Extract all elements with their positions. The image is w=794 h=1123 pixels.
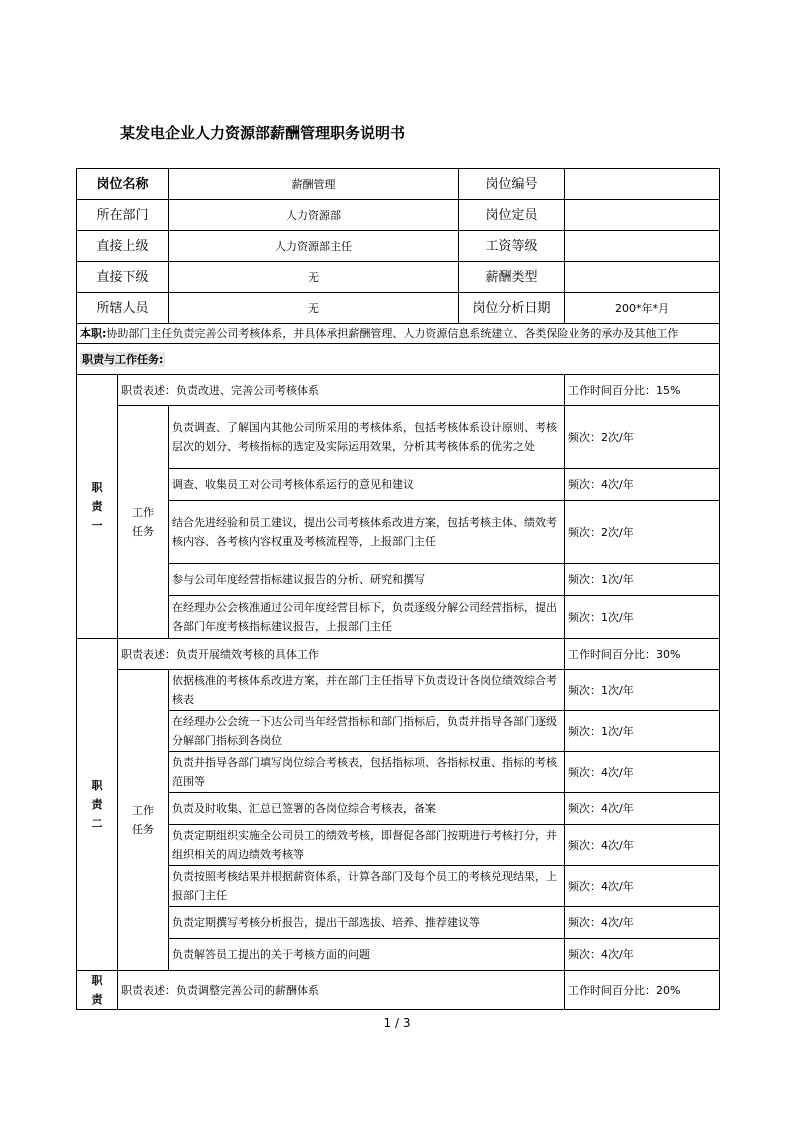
field-label: 所在部门 <box>77 200 169 231</box>
field-value <box>565 169 720 200</box>
field-value: 薪酬管理 <box>169 169 459 199</box>
task-description: 负责解答员工提出的关于考核方面的问题 <box>169 939 565 971</box>
task-row <box>77 866 720 907</box>
duty-statement-row <box>77 375 720 406</box>
field-value <box>565 231 720 262</box>
task-frequency: 频次：4次/年 <box>565 793 720 825</box>
task-row <box>77 501 720 564</box>
task-frequency: 频次：4次/年 <box>565 752 720 793</box>
header-row <box>77 169 720 200</box>
task-description: 在经理办公会核准通过公司年度经营目标下，负责逐级分解公司经营指标，提出各部门年度考核指标建议报告，上报部门主任 <box>169 596 565 639</box>
duty-name: 职责 <box>77 971 118 1010</box>
field-value: 无 <box>169 293 459 323</box>
task-description: 负责及时收集、汇总已签署的各岗位综合考核表，备案 <box>169 793 565 825</box>
duty-summary-text: 协助部门主任负责完善公司考核体系，并具体承担薪酬管理、人力资源信息系统建立、各类保险业务的承办及其他工作 <box>106 327 679 340</box>
task-description: 负责按照考核结果并根据薪资体系，计算各部门及每个员工的考核兑现结果，上报部门主任 <box>169 866 565 907</box>
header-row <box>77 262 720 293</box>
task-row <box>77 793 720 825</box>
task-description: 调查、收集员工对公司考核体系运行的意见和建议 <box>169 469 565 501</box>
task-description: 负责调查、了解国内其他公司所采用的考核体系，包括考核体系设计原则、考核层次的划分、考核指标的选定及实际运用效果，分析其考核体系的优劣之处 <box>169 406 565 469</box>
field-value <box>565 200 720 231</box>
field-label: 工资等级 <box>485 238 538 254</box>
task-frequency: 频次：4次/年 <box>565 825 720 866</box>
task-description: 参与公司年度经营指标建议报告的分析、研究和撰写 <box>169 564 565 596</box>
task-description: 负责定期撰写考核分析报告，提出干部选拔、培养、推荐建议等 <box>169 907 565 939</box>
field-value: 人力资源部 <box>169 200 459 230</box>
task-row <box>77 711 720 752</box>
task-row <box>77 670 720 711</box>
task-row <box>77 564 720 596</box>
header-row <box>77 231 720 262</box>
duty-statement-row <box>77 971 720 1010</box>
field-value: 200*年*月 <box>565 293 720 324</box>
document-title: 某发电企业人力资源部薪酬管理职务说明书 <box>120 124 406 142</box>
task-row <box>77 752 720 793</box>
task-frequency: 频次：4次/年 <box>565 469 720 501</box>
field-label: 岗位编号 <box>485 176 538 192</box>
work-time-percent: 工作时间百分比：20% <box>565 971 720 1010</box>
responsibilities-heading-row <box>77 344 720 375</box>
duty-summary-row <box>77 324 720 344</box>
task-frequency: 频次：1次/年 <box>565 564 720 596</box>
task-label: 工作任务 <box>118 670 169 971</box>
work-time-percent: 工作时间百分比：15% <box>565 375 720 406</box>
duty-name: 职责二 <box>77 639 118 971</box>
field-value: 无 <box>169 262 459 292</box>
task-row <box>77 469 720 501</box>
task-description: 负责并指导各部门填写岗位综合考核表，包括指标项、各指标权重、指标的考核范围等 <box>169 752 565 793</box>
page-number: 1 / 3 <box>383 1016 411 1030</box>
duty-statement: 职责表述：负责改进、完善公司考核体系 <box>118 375 565 406</box>
task-row <box>77 406 720 469</box>
duty-statement: 职责表述：负责调整完善公司的薪酬体系 <box>118 971 565 1010</box>
task-frequency: 频次：2次/年 <box>565 406 720 469</box>
field-label: 岗位名称 <box>77 169 169 200</box>
task-frequency: 频次：1次/年 <box>565 670 720 711</box>
field-value <box>565 262 720 293</box>
task-frequency: 频次：1次/年 <box>565 711 720 752</box>
task-description: 负责定期组织实施全公司员工的绩效考核，即督促各部门按期进行考核打分，并组织相关的周边绩效考核等 <box>169 825 565 866</box>
responsibilities-heading: 职责与工作任务: <box>82 352 164 366</box>
field-label: 岗位定员 <box>485 207 538 223</box>
field-label: 所辖人员 <box>77 293 169 324</box>
task-row <box>77 825 720 866</box>
task-description: 结合先进经验和员工建议，提出公司考核体系改进方案，包括考核主体、绩效考核内容、各考核内容权重及考核流程等，上报部门主任 <box>169 501 565 564</box>
work-time-percent: 工作时间百分比：30% <box>565 639 720 670</box>
header-row <box>77 200 720 231</box>
field-value: 人力资源部主任 <box>169 231 459 261</box>
duty-statement-row <box>77 639 720 670</box>
task-frequency: 频次：4次/年 <box>565 866 720 907</box>
task-frequency: 频次：4次/年 <box>565 939 720 971</box>
task-description: 在经理办公会统一下达公司当年经营指标和部门指标后，负责并指导各部门逐级分解部门指标到各岗位 <box>169 711 565 752</box>
task-row <box>77 596 720 639</box>
task-row <box>77 939 720 971</box>
field-label: 直接上级 <box>77 231 169 262</box>
task-frequency: 频次：4次/年 <box>565 907 720 939</box>
task-frequency: 频次：1次/年 <box>565 596 720 639</box>
task-row <box>77 907 720 939</box>
task-description: 依据核准的考核体系改进方案，并在部门主任指导下负责设计各岗位绩效综合考核表 <box>169 670 565 711</box>
duty-name: 职责一 <box>77 375 118 639</box>
field-label: 薪酬类型 <box>485 269 538 285</box>
task-label: 工作任务 <box>118 406 169 639</box>
header-row <box>77 293 720 324</box>
task-frequency: 频次：2次/年 <box>565 501 720 564</box>
duty-statement: 职责表述：负责开展绩效考核的具体工作 <box>118 639 565 670</box>
field-label: 直接下级 <box>77 262 169 293</box>
field-label: 岗位分析日期 <box>472 300 551 316</box>
duty-summary-label: 本职: <box>80 327 107 340</box>
job-description-table <box>76 168 720 1010</box>
